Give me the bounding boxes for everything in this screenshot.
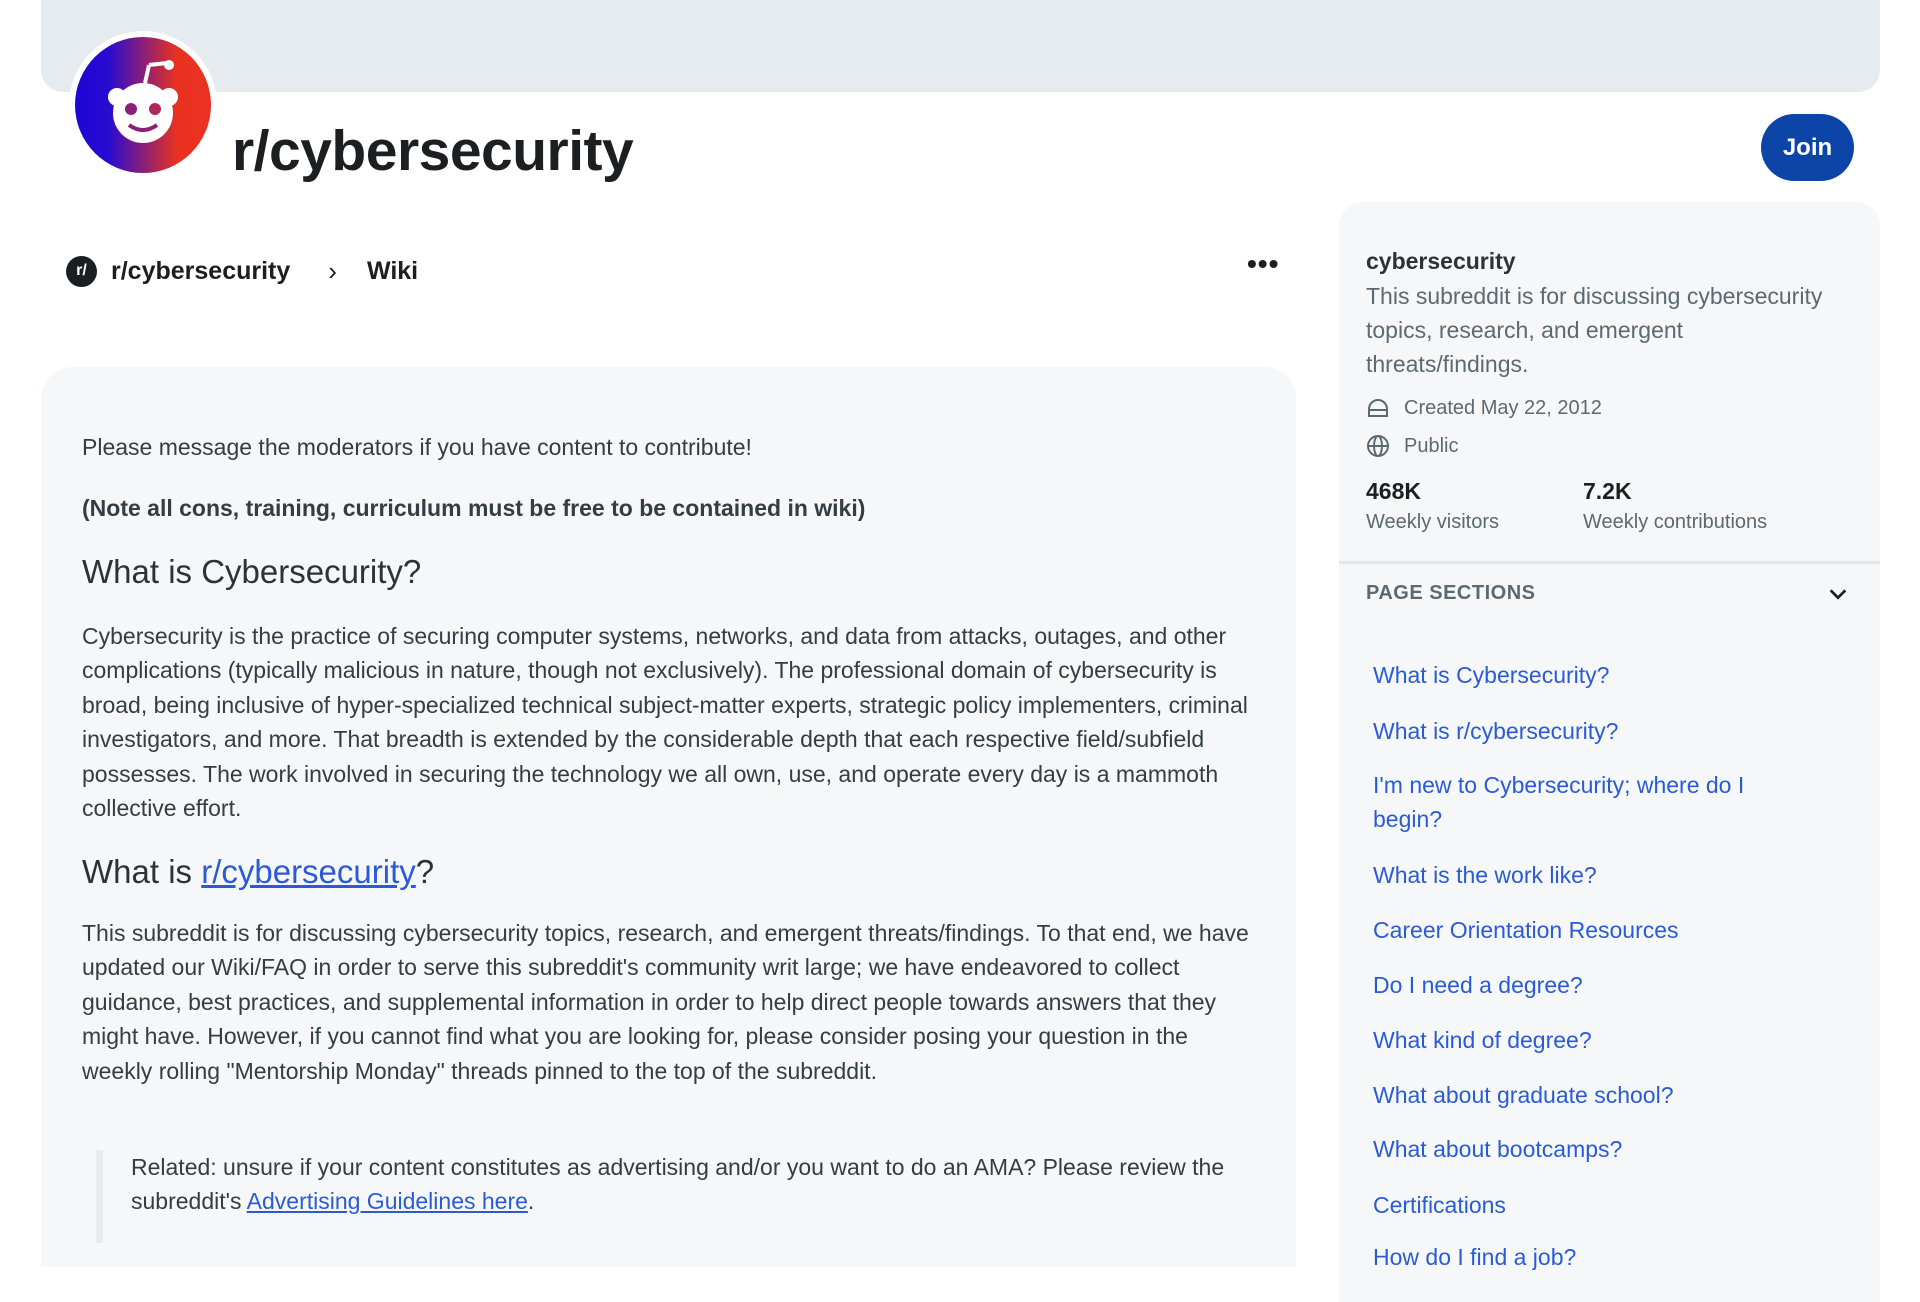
visibility (1366, 434, 1846, 458)
community-title: r/cybersecurity (232, 119, 634, 183)
stat-visitors (1366, 478, 1499, 534)
stat-value: 468K (1366, 478, 1421, 504)
heading-what-is-cybersecurity: What is Cybersecurity? (82, 553, 422, 590)
created-text: Created May 22, 2012 (1404, 396, 1602, 419)
page-sections-title[interactable]: PAGE SECTIONS (1366, 582, 1536, 604)
section-link[interactable]: Certifications (1373, 1192, 1506, 1218)
chevron-down-icon[interactable] (1827, 583, 1849, 605)
heading-suffix: ? (415, 853, 435, 890)
stat-contributions (1583, 478, 1767, 534)
section-link[interactable]: Do I need a degree? (1373, 972, 1583, 998)
breadcrumb-wiki[interactable]: Wiki (366, 256, 419, 285)
community-banner (41, 0, 1880, 92)
section-link[interactable]: What about graduate school? (1373, 1082, 1674, 1108)
heading-what-is-subreddit (82, 853, 1262, 891)
quote-text: Related: unsure if your content constitutes as advertising and/or you want to do an AMA? Please review the subreddit's (131, 1154, 1225, 1215)
wiki-content (41, 367, 1296, 1267)
section-link[interactable]: What about bootcamps? (1373, 1136, 1623, 1162)
stat-value: 7.2K (1583, 478, 1632, 504)
section-link[interactable]: What is the work like? (1373, 862, 1597, 888)
intro-text: Please message the moderators if you have content to contribute! (82, 434, 752, 460)
breadcrumb-subreddit-link[interactable]: r/cybersecurity (111, 256, 291, 285)
snoo-icon (93, 55, 193, 155)
visibility-text: Public (1404, 434, 1459, 457)
section-link[interactable]: What is Cybersecurity? (1373, 662, 1610, 688)
advertising-guidelines-link[interactable]: Advertising Guidelines here (246, 1188, 528, 1215)
subreddit-icon: r/ (66, 256, 97, 287)
chevron-right-icon: › (328, 255, 337, 286)
community-sidebar (1339, 202, 1880, 1302)
section-link[interactable]: Career Orientation Resources (1373, 917, 1679, 943)
paragraph-subreddit: This subreddit is for discussing cybersecurity topics, research, and emergent threats/findings. To that end, we have updated our Wiki/FAQ in order to serve this subreddit's community writ large; we have endeavored to collect guidance, best practices, and supplemental information in order to help direct people towards answers that they might have. However, if you cannot find what you are looking for, please consider posing your question in the weekly rolling "Mentorship Monday" threads pinned to the top of the subreddit. (82, 920, 1249, 1084)
sidebar-description: This subreddit is for discussing cybersecurity topics, research, and emergent threats/findings. (1366, 283, 1823, 377)
section-link[interactable]: What kind of degree? (1373, 1027, 1592, 1053)
sidebar-community-name: cybersecurity (1366, 248, 1516, 274)
subreddit-link[interactable]: r/cybersecurity (201, 853, 416, 890)
stat-label: Weekly visitors (1366, 511, 1499, 533)
created-date (1366, 396, 1846, 420)
breadcrumb (66, 255, 418, 287)
stat-label: Weekly contributions (1583, 511, 1768, 533)
globe-icon (1366, 434, 1390, 458)
heading-prefix: What is (82, 853, 202, 890)
section-link[interactable]: I'm new to Cybersecurity; where do I begin? (1373, 772, 1745, 832)
quote-suffix: . (527, 1188, 535, 1215)
section-link[interactable]: What is r/cybersecurity? (1373, 718, 1619, 744)
note-text: (Note all cons, training, curriculum must be free to be contained in wiki) (82, 495, 866, 521)
community-avatar (69, 31, 217, 179)
cake-icon (1366, 396, 1390, 420)
related-blockquote (96, 1150, 1246, 1243)
more-options-icon[interactable]: ••• (1247, 248, 1280, 279)
paragraph-cybersecurity: Cybersecurity is the practice of securing computer systems, networks, and data from attacks, outages, and other complications (typically malicious in nature, though not exclusively). The professional domain of cybersecurity is broad, being inclusive of hyper-specialized technical subject-matter experts, strategic policy implementers, criminal investigators, and more. That breadth is extended by the considerable depth that each respective field/subfield possesses. The work involved in securing the technology we all own, use, and operate every day is a mammoth collective effort. (82, 623, 1248, 822)
join-button[interactable]: Join (1761, 114, 1854, 181)
section-link[interactable]: How do I find a job? (1373, 1244, 1577, 1270)
divider (1339, 561, 1880, 564)
